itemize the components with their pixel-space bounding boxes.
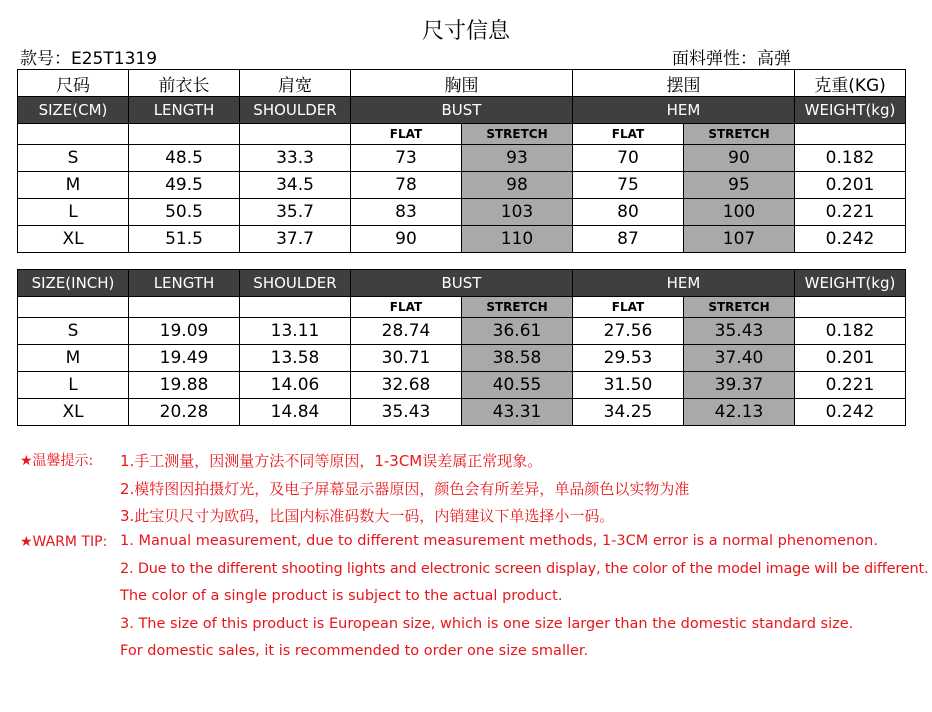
cell-hem-flat: 87: [573, 226, 684, 253]
cell-size: XL: [18, 399, 129, 426]
cell-length: 20.28: [129, 399, 240, 426]
cell-shoulder: 33.3: [240, 145, 351, 172]
sub-header-hem-stretch: STRETCH: [684, 124, 795, 145]
cell-length: 49.5: [129, 172, 240, 199]
cell-bust-flat: 78: [351, 172, 462, 199]
table-row: [18, 345, 906, 372]
cn-header-weight: 克重(KG): [795, 70, 906, 97]
header-weight: WEIGHT(kg): [795, 97, 906, 124]
cell-size: L: [18, 199, 129, 226]
cn-header-hem: 摆围: [573, 70, 795, 97]
cell-hem-flat: 34.25: [573, 399, 684, 426]
header-weight: WEIGHT(kg): [795, 270, 906, 297]
cell-shoulder: 13.11: [240, 318, 351, 345]
page-title: 尺寸信息: [421, 19, 510, 44]
header-bust: BUST: [351, 97, 573, 124]
cell-bust-flat: 73: [351, 145, 462, 172]
sub-header-bust-stretch: STRETCH: [462, 297, 573, 318]
cell-hem-stretch: 107: [684, 226, 795, 253]
cell-bust-stretch: 103: [462, 199, 573, 226]
cell-bust-stretch: 38.58: [462, 345, 573, 372]
cell-bust-stretch: 98: [462, 172, 573, 199]
cell-bust-flat: 28.74: [351, 318, 462, 345]
cell-hem-stretch: 37.40: [684, 345, 795, 372]
notes-en-label: ★WARM TIP:: [20, 534, 108, 550]
sub-header-bust-flat: FLAT: [351, 124, 462, 145]
cell-size: S: [18, 145, 129, 172]
cell-hem-stretch: 90: [684, 145, 795, 172]
cell-length: 48.5: [129, 145, 240, 172]
cell-shoulder: 14.84: [240, 399, 351, 426]
cell-weight: 0.201: [795, 345, 906, 372]
cell-bust-flat: 90: [351, 226, 462, 253]
header-size: SIZE(INCH): [18, 270, 129, 297]
cell-bust-flat: 32.68: [351, 372, 462, 399]
header-length: LENGTH: [129, 97, 240, 124]
cn-header-bust: 胸围: [351, 70, 573, 97]
header-shoulder: SHOULDER: [240, 97, 351, 124]
header-bust: BUST: [351, 270, 573, 297]
cell-length: 19.88: [129, 372, 240, 399]
cell-weight: 0.221: [795, 372, 906, 399]
chinese-header-row: [18, 70, 906, 97]
cell-size: M: [18, 345, 129, 372]
cell-bust-flat: 83: [351, 199, 462, 226]
cell-hem-flat: 27.56: [573, 318, 684, 345]
cell-shoulder: 14.06: [240, 372, 351, 399]
cell-hem-flat: 80: [573, 199, 684, 226]
cell-bust-flat: 30.71: [351, 345, 462, 372]
note-cn-line: 1.手工测量，因测量方法不同等原因，1-3CM误差属正常现象。: [120, 452, 543, 470]
cell-bust-stretch: 93: [462, 145, 573, 172]
english-header-row: [18, 97, 906, 124]
sub-header-hem-flat: FLAT: [573, 297, 684, 318]
sub-header-row: [18, 297, 906, 318]
sub-header-bust-flat: FLAT: [351, 297, 462, 318]
table-row: [18, 172, 906, 199]
header-hem: HEM: [573, 270, 795, 297]
note-en-line: 1. Manual measurement, due to different measurement methods, 1-3CM error is a normal phenomenon.: [120, 533, 878, 549]
header-shoulder: SHOULDER: [240, 270, 351, 297]
cell-bust-stretch: 36.61: [462, 318, 573, 345]
table-row: [18, 372, 906, 399]
style-number: 款号：E25T1319: [20, 49, 158, 69]
cell-size: S: [18, 318, 129, 345]
header-size: SIZE(CM): [18, 97, 129, 124]
cell-hem-flat: 29.53: [573, 345, 684, 372]
cell-shoulder: 13.58: [240, 345, 351, 372]
note-en-line: For domestic sales, it is recommended to order one size smaller.: [120, 643, 589, 659]
cell-shoulder: 35.7: [240, 199, 351, 226]
cell-weight: 0.242: [795, 226, 906, 253]
table-row: [18, 399, 906, 426]
english-header-row: [18, 270, 906, 297]
cell-hem-flat: 75: [573, 172, 684, 199]
cell-size: XL: [18, 226, 129, 253]
cell-size: M: [18, 172, 129, 199]
cell-hem-stretch: 39.37: [684, 372, 795, 399]
note-cn-line: 2.模特图因拍摄灯光，及电子屏幕显示器原因，颜色会有所差异，单品颜色以实物为准: [120, 480, 690, 498]
cell-hem-flat: 31.50: [573, 372, 684, 399]
sub-header-row: [18, 124, 906, 145]
cell-hem-stretch: 100: [684, 199, 795, 226]
header-length: LENGTH: [129, 270, 240, 297]
cell-length: 19.09: [129, 318, 240, 345]
cell-hem-stretch: 42.13: [684, 399, 795, 426]
cn-header-shoulder: 肩宽: [240, 70, 351, 97]
cell-length: 19.49: [129, 345, 240, 372]
sub-header-hem-stretch: STRETCH: [684, 297, 795, 318]
note-cn-line: 3.此宝贝尺寸为欧码，比国内标准码数大一码，内销建议下单选择小一码。: [120, 507, 615, 525]
cell-weight: 0.221: [795, 199, 906, 226]
note-en-line: 3. The size of this product is European size, which is one size larger than the domestic standard size.: [120, 616, 854, 632]
table-row: [18, 199, 906, 226]
cell-weight: 0.182: [795, 318, 906, 345]
notes-cn-label: ★温馨提示:: [20, 453, 94, 469]
table-row: [18, 226, 906, 253]
note-en-line: 2. Due to the different shooting lights and electronic screen display, the color of the model image will be different.: [120, 561, 929, 577]
cell-shoulder: 37.7: [240, 226, 351, 253]
cn-header-length: 前衣长: [129, 70, 240, 97]
cell-weight: 0.242: [795, 399, 906, 426]
cell-bust-flat: 35.43: [351, 399, 462, 426]
cell-shoulder: 34.5: [240, 172, 351, 199]
cell-hem-flat: 70: [573, 145, 684, 172]
fabric-elasticity: 面料弹性：高弹: [672, 49, 791, 69]
cell-weight: 0.182: [795, 145, 906, 172]
cell-length: 51.5: [129, 226, 240, 253]
cell-weight: 0.201: [795, 172, 906, 199]
cell-bust-stretch: 43.31: [462, 399, 573, 426]
cell-hem-stretch: 35.43: [684, 318, 795, 345]
header-hem: HEM: [573, 97, 795, 124]
size-table-cm: [17, 69, 906, 253]
note-en-line: The color of a single product is subject to the actual product.: [120, 588, 563, 604]
table-row: [18, 145, 906, 172]
cell-bust-stretch: 110: [462, 226, 573, 253]
table-row: [18, 318, 906, 345]
cell-size: L: [18, 372, 129, 399]
size-table-inch: [17, 269, 906, 426]
sub-header-bust-stretch: STRETCH: [462, 124, 573, 145]
cn-header-size: 尺码: [18, 70, 129, 97]
cell-bust-stretch: 40.55: [462, 372, 573, 399]
cell-hem-stretch: 95: [684, 172, 795, 199]
cell-length: 50.5: [129, 199, 240, 226]
sub-header-hem-flat: FLAT: [573, 124, 684, 145]
